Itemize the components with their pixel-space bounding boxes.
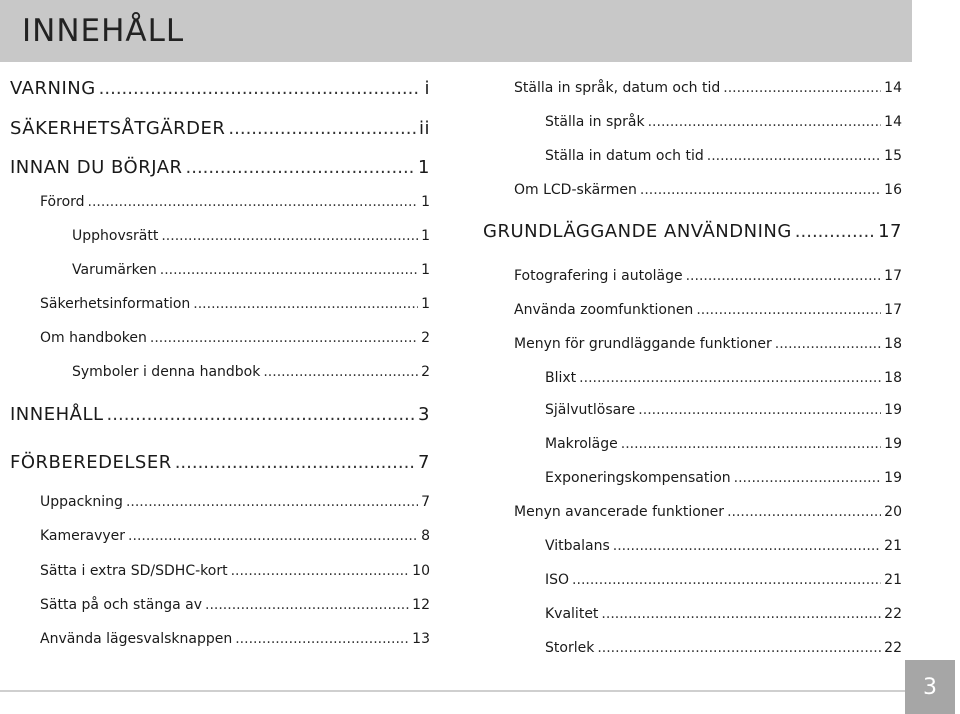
toc-entry-label: Ställa in datum och tid [545, 148, 704, 164]
toc-entry-page: 18 [884, 370, 902, 386]
toc-entry-page: 1 [418, 157, 430, 178]
toc-leader-dots [175, 452, 415, 473]
toc-entry-page: 7 [421, 494, 430, 510]
toc-entry[interactable] [40, 330, 430, 346]
toc-entry-page: 1 [421, 228, 430, 244]
toc-leader-dots [572, 572, 881, 588]
toc-entry-page: i [424, 78, 430, 99]
toc-entry-label: Kameravyer [40, 528, 126, 544]
toc-entry[interactable] [545, 436, 902, 452]
toc-entry[interactable] [40, 563, 430, 579]
toc-leader-dots [648, 114, 882, 130]
toc-entry-label: ISO [545, 572, 570, 588]
toc-leader-dots [707, 148, 881, 164]
toc-entry-label: Makroläge [545, 436, 618, 452]
toc-entry-label: Ställa in språk, datum och tid [514, 80, 721, 96]
toc-leader-dots [231, 563, 410, 579]
toc-entry-page: 20 [884, 504, 902, 520]
toc-entry[interactable] [545, 538, 902, 554]
toc-entry[interactable] [10, 157, 430, 178]
toc-leader-dots [205, 597, 409, 613]
toc-entry-page: 19 [884, 402, 902, 418]
toc-leader-dots [579, 370, 881, 386]
toc-leader-dots [640, 182, 881, 198]
toc-entry[interactable] [545, 402, 902, 418]
toc-entry-page: 14 [884, 80, 902, 96]
toc-entry[interactable] [72, 262, 430, 278]
page-title: INNEHÅLL [22, 13, 185, 49]
toc-entry[interactable] [40, 528, 430, 544]
toc-entry-label: Om LCD-skärmen [514, 182, 637, 198]
toc-entry[interactable] [72, 364, 430, 380]
toc-entry-page: 8 [421, 528, 430, 544]
page-number: 3 [923, 674, 937, 700]
toc-leader-dots [128, 528, 418, 544]
toc-entry-label: Fotografering i autoläge [514, 268, 683, 284]
toc-entry-page: 2 [421, 330, 430, 346]
toc-entry-page: 1 [421, 262, 430, 278]
toc-entry-label: Uppackning [40, 494, 123, 510]
toc-entry[interactable] [545, 148, 902, 164]
toc-entry-label: Förord [40, 194, 85, 210]
toc-leader-dots [795, 221, 875, 242]
toc-leader-dots [727, 504, 881, 520]
toc-entry[interactable] [10, 118, 430, 139]
toc-leader-dots [186, 157, 416, 178]
toc-entry-page: 22 [884, 606, 902, 622]
toc-entry[interactable] [40, 194, 430, 210]
toc-entry[interactable] [40, 597, 430, 613]
toc-entry-label: Storlek [545, 640, 595, 656]
toc-entry[interactable] [40, 494, 430, 510]
toc-entry-page: 3 [418, 404, 430, 425]
toc-leader-dots [686, 268, 882, 284]
toc-entry-page: 21 [884, 538, 902, 554]
toc-entry[interactable] [545, 572, 902, 588]
toc-entry[interactable] [545, 606, 902, 622]
toc-entry-label: Om handboken [40, 330, 147, 346]
toc-entry-page: 15 [884, 148, 902, 164]
toc-entry-label: Självutlösare [545, 402, 636, 418]
toc-entry[interactable] [483, 221, 902, 242]
toc-entry-label: Sätta i extra SD/SDHC-kort [40, 563, 228, 579]
toc-entry[interactable] [514, 268, 902, 284]
toc-entry[interactable] [40, 296, 430, 312]
toc-entry[interactable] [545, 470, 902, 486]
toc-entry[interactable] [10, 452, 430, 473]
toc-entry-label: VARNING [10, 78, 96, 99]
toc-entry-label: Menyn för grundläggande funktioner [514, 336, 772, 352]
toc-entry[interactable] [545, 370, 902, 386]
toc-leader-dots [107, 404, 416, 425]
toc-entry-page: 13 [412, 631, 430, 647]
footer-divider [0, 690, 905, 692]
toc-leader-dots [193, 296, 418, 312]
toc-entry-page: 16 [884, 182, 902, 198]
toc-entry-page: 19 [884, 436, 902, 452]
toc-entry-label: Upphovsrätt [72, 228, 159, 244]
toc-entry-label: Kvalitet [545, 606, 599, 622]
toc-leader-dots [775, 336, 881, 352]
toc-entry[interactable] [545, 114, 902, 130]
toc-entry-page: 19 [884, 470, 902, 486]
toc-entry-page: 1 [421, 296, 430, 312]
toc-entry-label: Säkerhetsinformation [40, 296, 191, 312]
toc-entry[interactable] [72, 228, 430, 244]
toc-leader-dots [621, 436, 881, 452]
toc-entry-label: Exponeringskompensation [545, 470, 731, 486]
toc-leader-dots [638, 402, 881, 418]
toc-entry-label: SÄKERHETSÅTGÄRDER [10, 118, 226, 139]
page-number-badge [905, 660, 955, 714]
toc-entry-page: 22 [884, 640, 902, 656]
toc-entry[interactable] [514, 80, 902, 96]
toc-entry-page: 14 [884, 114, 902, 130]
toc-entry-page: 17 [878, 221, 902, 242]
toc-entry[interactable] [545, 640, 902, 656]
toc-leader-dots [99, 78, 422, 99]
toc-leader-dots [150, 330, 418, 346]
toc-entry-label: Varumärken [72, 262, 157, 278]
toc-leader-dots [734, 470, 882, 486]
toc-entry-page: 12 [412, 597, 430, 613]
toc-entry-page: 17 [884, 302, 902, 318]
toc-leader-dots [228, 118, 416, 139]
toc-leader-dots [235, 631, 409, 647]
toc-entry[interactable] [514, 504, 902, 520]
toc-entry[interactable] [514, 336, 902, 352]
toc-entry-label: Symboler i denna handbok [72, 364, 261, 380]
toc-entry-label: GRUNDLÄGGANDE ANVÄNDNING [483, 221, 792, 242]
toc-entry-page: ii [418, 118, 430, 139]
toc-leader-dots [723, 80, 881, 96]
toc-entry-label: Menyn avancerade funktioner [514, 504, 725, 520]
toc-entry-page: 18 [884, 336, 902, 352]
toc-entry-page: 17 [884, 268, 902, 284]
toc-leader-dots [263, 364, 418, 380]
toc-entry[interactable] [514, 302, 902, 318]
toc-leader-dots [601, 606, 881, 622]
toc-entry-label: FÖRBEREDELSER [10, 452, 172, 473]
toc-entry[interactable] [514, 182, 902, 198]
toc-entry-label: Använda lägesvalsknappen [40, 631, 233, 647]
toc-entry-label: Sätta på och stänga av [40, 597, 202, 613]
toc-entry-label: Vitbalans [545, 538, 610, 554]
toc-leader-dots [161, 228, 418, 244]
header-bar [0, 0, 912, 62]
toc-entry-label: INNAN DU BÖRJAR [10, 157, 183, 178]
toc-entry[interactable] [10, 404, 430, 425]
toc-leader-dots [88, 194, 419, 210]
toc-leader-dots [597, 640, 881, 656]
toc-leader-dots [696, 302, 881, 318]
toc-leader-dots [126, 494, 418, 510]
toc-entry[interactable] [10, 78, 430, 99]
toc-entry-label: INNEHÅLL [10, 404, 104, 425]
toc-entry-page: 1 [421, 194, 430, 210]
toc-entry-page: 7 [418, 452, 430, 473]
toc-entry-page: 21 [884, 572, 902, 588]
toc-entry-label: Använda zoomfunktionen [514, 302, 694, 318]
toc-leader-dots [160, 262, 418, 278]
toc-leader-dots [613, 538, 881, 554]
toc-entry-label: Blixt [545, 370, 577, 386]
toc-entry-label: Ställa in språk [545, 114, 645, 130]
toc-entry-page: 2 [421, 364, 430, 380]
toc-entry[interactable] [40, 631, 430, 647]
toc-entry-page: 10 [412, 563, 430, 579]
